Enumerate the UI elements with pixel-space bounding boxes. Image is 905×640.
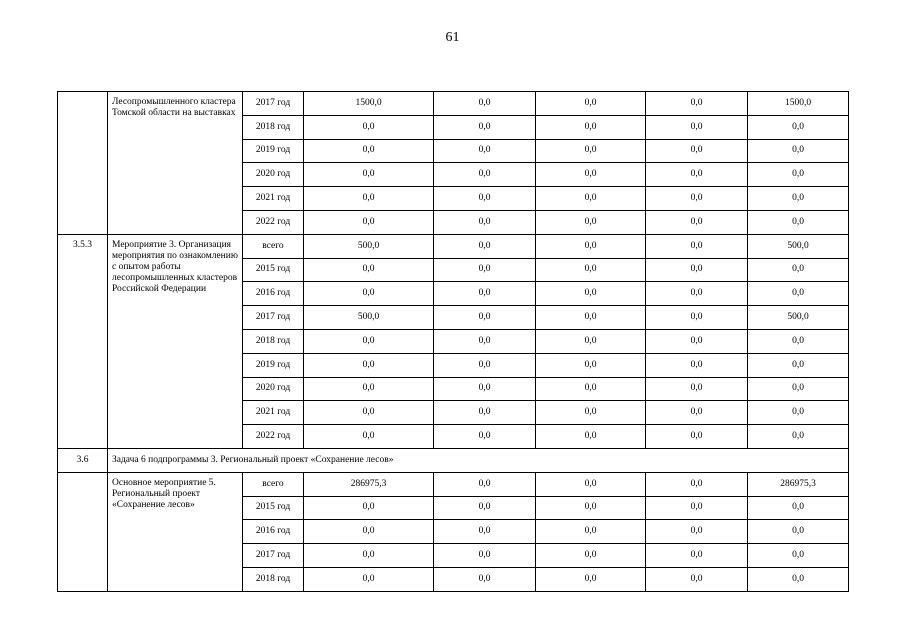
value-cell: 0,0 — [646, 353, 748, 377]
item-code — [58, 472, 108, 591]
value-cell: 0,0 — [536, 139, 646, 163]
value-cell: 0,0 — [434, 187, 536, 211]
value-cell: 0,0 — [748, 377, 849, 401]
value-cell: 500,0 — [304, 306, 434, 330]
period-cell: 2020 год — [243, 163, 304, 187]
value-cell: 0,0 — [304, 258, 434, 282]
period-cell: 2018 год — [243, 329, 304, 353]
value-cell: 0,0 — [434, 210, 536, 234]
value-cell: 0,0 — [536, 544, 646, 568]
value-cell: 0,0 — [304, 496, 434, 520]
period-cell: 2022 год — [243, 425, 304, 449]
value-cell: 0,0 — [434, 567, 536, 591]
period-cell: 2019 год — [243, 353, 304, 377]
period-cell: 2015 год — [243, 258, 304, 282]
item-description: Лесопромышленного кластера Томской области на выставках — [108, 92, 243, 235]
value-cell: 0,0 — [748, 544, 849, 568]
value-cell: 500,0 — [304, 234, 434, 258]
value-cell: 0,0 — [536, 163, 646, 187]
budget-table — [57, 91, 849, 592]
value-cell: 1500,0 — [304, 92, 434, 116]
value-cell: 0,0 — [304, 353, 434, 377]
value-cell: 0,0 — [536, 496, 646, 520]
value-cell: 0,0 — [646, 306, 748, 330]
table-row — [58, 92, 849, 116]
value-cell: 0,0 — [748, 187, 849, 211]
value-cell: 0,0 — [434, 139, 536, 163]
value-cell: 0,0 — [536, 329, 646, 353]
value-cell: 0,0 — [304, 401, 434, 425]
period-cell: 2018 год — [243, 115, 304, 139]
period-cell: 2021 год — [243, 187, 304, 211]
value-cell: 0,0 — [434, 329, 536, 353]
value-cell: 0,0 — [748, 401, 849, 425]
value-cell: 0,0 — [646, 210, 748, 234]
value-cell: 0,0 — [434, 520, 536, 544]
period-cell: 2017 год — [243, 306, 304, 330]
value-cell: 0,0 — [536, 472, 646, 496]
value-cell: 0,0 — [536, 234, 646, 258]
value-cell: 0,0 — [536, 115, 646, 139]
page-number: 61 — [445, 30, 460, 45]
value-cell: 0,0 — [748, 567, 849, 591]
value-cell: 0,0 — [536, 92, 646, 116]
table-body — [58, 92, 849, 592]
value-cell: 0,0 — [536, 520, 646, 544]
task-row — [58, 448, 849, 472]
value-cell: 0,0 — [748, 258, 849, 282]
value-cell: 0,0 — [536, 353, 646, 377]
value-cell: 0,0 — [434, 282, 536, 306]
value-cell: 0,0 — [646, 139, 748, 163]
value-cell: 500,0 — [748, 234, 849, 258]
period-cell: 2022 год — [243, 210, 304, 234]
value-cell: 0,0 — [434, 92, 536, 116]
value-cell: 500,0 — [748, 306, 849, 330]
value-cell: 0,0 — [536, 282, 646, 306]
value-cell: 0,0 — [304, 520, 434, 544]
value-cell: 0,0 — [748, 210, 849, 234]
value-cell: 0,0 — [646, 544, 748, 568]
item-description: Основное мероприятие 5. Региональный проект «Сохранение лесов» — [108, 472, 243, 591]
value-cell: 0,0 — [748, 115, 849, 139]
value-cell: 0,0 — [304, 187, 434, 211]
value-cell: 0,0 — [646, 115, 748, 139]
value-cell: 0,0 — [434, 496, 536, 520]
value-cell: 0,0 — [536, 258, 646, 282]
value-cell: 0,0 — [646, 472, 748, 496]
value-cell: 0,0 — [646, 92, 748, 116]
value-cell: 0,0 — [434, 425, 536, 449]
period-cell: 2019 год — [243, 139, 304, 163]
item-code: 3.6 — [58, 448, 108, 472]
value-cell: 0,0 — [536, 425, 646, 449]
period-cell: 2020 год — [243, 377, 304, 401]
item-code: 3.5.3 — [58, 234, 108, 448]
period-cell: 2016 год — [243, 282, 304, 306]
period-cell: 2021 год — [243, 401, 304, 425]
value-cell: 0,0 — [646, 425, 748, 449]
period-cell: 2017 год — [243, 92, 304, 116]
period-cell: всего — [243, 234, 304, 258]
period-cell: 2015 год — [243, 496, 304, 520]
value-cell: 0,0 — [646, 496, 748, 520]
period-cell: 2018 год — [243, 567, 304, 591]
value-cell: 0,0 — [304, 115, 434, 139]
value-cell: 0,0 — [646, 163, 748, 187]
value-cell: 0,0 — [536, 210, 646, 234]
value-cell: 1500,0 — [748, 92, 849, 116]
value-cell: 0,0 — [536, 567, 646, 591]
value-cell: 0,0 — [434, 258, 536, 282]
value-cell: 0,0 — [434, 472, 536, 496]
value-cell: 0,0 — [304, 567, 434, 591]
table-row — [58, 234, 849, 258]
value-cell: 0,0 — [646, 258, 748, 282]
value-cell: 0,0 — [536, 187, 646, 211]
value-cell: 0,0 — [748, 353, 849, 377]
value-cell: 0,0 — [434, 401, 536, 425]
period-cell: 2016 год — [243, 520, 304, 544]
value-cell: 0,0 — [434, 115, 536, 139]
value-cell: 286975,3 — [304, 472, 434, 496]
value-cell: 0,0 — [304, 377, 434, 401]
period-cell: 2017 год — [243, 544, 304, 568]
table-row — [58, 472, 849, 496]
value-cell: 0,0 — [646, 377, 748, 401]
value-cell: 0,0 — [304, 139, 434, 163]
value-cell: 0,0 — [304, 163, 434, 187]
value-cell: 0,0 — [646, 187, 748, 211]
value-cell: 0,0 — [434, 234, 536, 258]
value-cell: 0,0 — [434, 377, 536, 401]
value-cell: 0,0 — [646, 401, 748, 425]
value-cell: 0,0 — [748, 329, 849, 353]
value-cell: 0,0 — [304, 544, 434, 568]
value-cell: 0,0 — [748, 425, 849, 449]
value-cell: 0,0 — [646, 282, 748, 306]
value-cell: 286975,3 — [748, 472, 849, 496]
value-cell: 0,0 — [748, 282, 849, 306]
value-cell: 0,0 — [748, 139, 849, 163]
value-cell: 0,0 — [304, 282, 434, 306]
value-cell: 0,0 — [748, 496, 849, 520]
value-cell: 0,0 — [434, 163, 536, 187]
value-cell: 0,0 — [536, 377, 646, 401]
value-cell: 0,0 — [646, 234, 748, 258]
value-cell: 0,0 — [646, 329, 748, 353]
task-title: Задача 6 подпрограммы 3. Региональный проект «Сохранение лесов» — [108, 448, 849, 472]
value-cell: 0,0 — [536, 306, 646, 330]
value-cell: 0,0 — [434, 544, 536, 568]
item-description: Мероприятие 3. Организация мероприятия по ознакомлению с опытом работы лесопромышленных кластеров Российской Федерации — [108, 234, 243, 448]
value-cell: 0,0 — [304, 210, 434, 234]
value-cell: 0,0 — [304, 425, 434, 449]
value-cell: 0,0 — [304, 329, 434, 353]
value-cell: 0,0 — [434, 353, 536, 377]
value-cell: 0,0 — [646, 520, 748, 544]
value-cell: 0,0 — [434, 306, 536, 330]
item-code — [58, 92, 108, 235]
value-cell: 0,0 — [748, 163, 849, 187]
value-cell: 0,0 — [748, 520, 849, 544]
value-cell: 0,0 — [646, 567, 748, 591]
value-cell: 0,0 — [536, 401, 646, 425]
period-cell: всего — [243, 472, 304, 496]
